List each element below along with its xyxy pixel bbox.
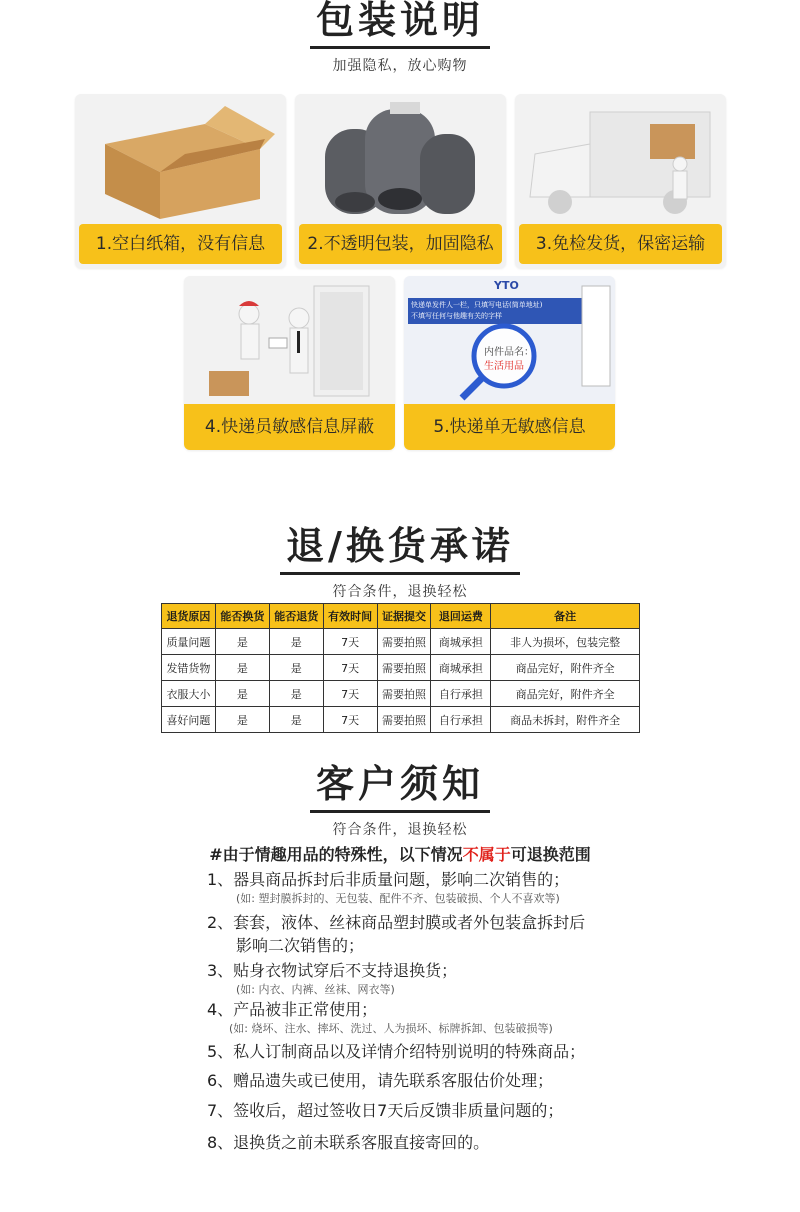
table-row [162,707,640,733]
packaging-card-1-caption: 1.空白纸箱，没有信息 [79,224,282,264]
table-cell: 是 [215,655,269,681]
delivery-truck-image [515,94,726,222]
packaging-card-5-caption: 5.快递单无敏感信息 [404,404,615,450]
packaging-card-1 [75,94,286,268]
table-cell: 自行承担 [431,681,491,707]
header-cell: 退回运费 [431,604,491,629]
courier-handoff-image [184,276,395,404]
notice-intro-suffix: 可退换范围 [510,845,591,864]
table-cell: 需要拍照 [377,629,431,655]
table-header-row [162,604,640,629]
table-cell: 商城承担 [431,655,491,681]
table-cell: 7天 [323,629,377,655]
notice-item-1: 1、器具商品拆封后非质量问题，影响二次销售的； [207,870,570,889]
yto-logo: YTO [494,279,519,292]
header-cell: 备注 [491,604,640,629]
returns-table [161,603,640,733]
notice-title: 客户须知 [310,764,490,813]
header-cell: 有效时间 [323,604,377,629]
table-cell: 是 [269,655,323,681]
returns-header [0,526,800,601]
packaging-subtitle: 加强隐私，放心购物 [332,57,468,74]
packaging-card-5 [404,276,615,450]
table-row [162,655,640,681]
table-cell: 7天 [323,707,377,733]
cardboard-box-image [75,94,286,222]
notice-header [0,764,800,839]
returns-subtitle: 符合条件，退换轻松 [332,583,468,600]
notice-subtitle: 符合条件，退换轻松 [332,821,468,838]
table-cell: 质量问题 [162,629,216,655]
packaging-card-2 [295,94,506,268]
notice-item-7: 7、签收后，超过签收日7天后反馈非质量问题的； [207,1101,564,1120]
table-cell: 是 [215,629,269,655]
label-item-name: 内件品名： [484,347,534,358]
table-cell: 发错货物 [162,655,216,681]
notice-note-3: (如: 内衣、内裤、丝袜、网衣等) [236,983,395,996]
notice-intro-prefix: #由于情趣用品的特殊性，以下情况 [209,845,463,864]
table-cell: 商品完好，附件齐全 [491,655,640,681]
notice-item-3: 3、贴身衣物试穿后不支持退换货； [207,961,458,980]
header-cell: 能否换货 [215,604,269,629]
table-cell: 商品完好，附件齐全 [491,681,640,707]
label-notice-line1: 快递单发件人一栏，只填写电话(简单地址) [411,301,543,309]
magnifier-icon [404,276,615,404]
notice-note-1: (如: 塑封膜拆封的、无包装、配件不齐、包装破损、个人不喜欢等) [236,892,560,905]
label-notice-line2: 不填写任何与他趣有关的字样 [411,312,502,320]
returns-title: 退/换货承诺 [280,526,520,575]
table-cell: 非人为损坏，包装完整 [491,629,640,655]
notice-item-4: 4、产品被非正常使用； [207,1000,378,1019]
shipping-label-image [404,276,615,404]
table-cell: 商城承担 [431,629,491,655]
table-row [162,629,640,655]
table-row [162,681,640,707]
packaging-card-2-caption: 2.不透明包装，加固隐私 [299,224,502,264]
table-cell: 喜好问题 [162,707,216,733]
packaging-card-4 [184,276,395,450]
header-cell: 证据提交 [377,604,431,629]
table-cell: 需要拍照 [377,655,431,681]
notice-item-5: 5、私人订制商品以及详情介绍特别说明的特殊商品； [207,1042,586,1061]
table-cell: 是 [269,707,323,733]
table-cell: 是 [215,707,269,733]
packaging-card-3 [515,94,726,268]
notice-item-2-cont: 影响二次销售的； [236,936,365,955]
table-cell: 7天 [323,681,377,707]
table-cell: 是 [269,681,323,707]
notice-item-8: 8、退换货之前未联系客服直接寄回的。 [207,1133,490,1152]
table-cell: 是 [215,681,269,707]
notice-note-4: (如: 烧坏、注水、摔坏、洗过、人为损坏、标牌拆卸、包装破损等) [229,1022,553,1035]
notice-item-6: 6、赠品遗失或已使用，请先联系客服估价处理； [207,1071,554,1090]
packaging-card-3-caption: 3.免检发货，保密运输 [519,224,722,264]
table-cell: 自行承担 [431,707,491,733]
packaging-card-4-caption: 4.快递员敏感信息屏蔽 [184,404,395,450]
packaging-header [0,0,800,75]
notice-intro [0,842,800,865]
gray-mailer-bags-image [295,94,506,222]
table-cell: 是 [269,629,323,655]
label-item-value: 生活用品 [484,361,524,372]
table-cell: 需要拍照 [377,707,431,733]
table-cell: 7天 [323,655,377,681]
table-cell: 需要拍照 [377,681,431,707]
table-cell: 商品未拆封，附件齐全 [491,707,640,733]
packaging-title: 包装说明 [310,0,490,49]
header-cell: 能否退货 [269,604,323,629]
table-cell: 衣服大小 [162,681,216,707]
notice-intro-red: 不属于 [462,845,511,864]
header-cell: 退货原因 [162,604,216,629]
notice-item-2: 2、套套，液体、丝袜商品塑封膜或者外包装盒拆封后 [207,913,586,932]
